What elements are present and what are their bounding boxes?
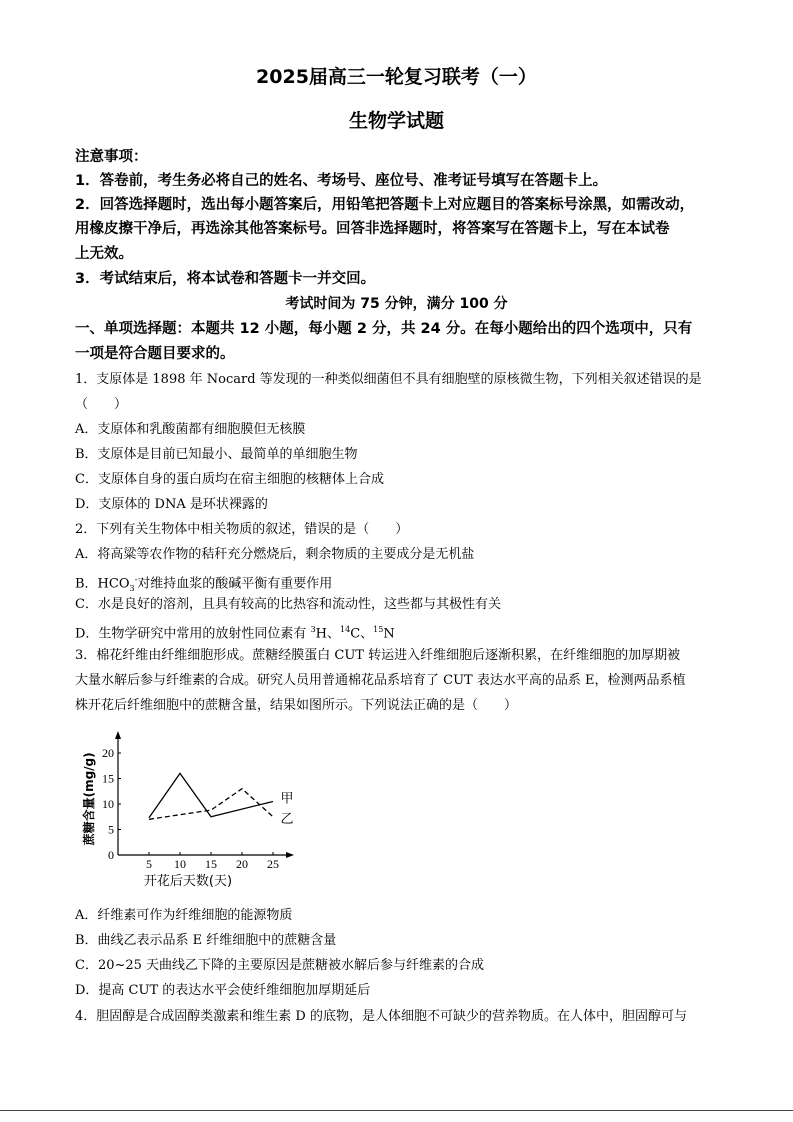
- notice-heading: 注意事项：: [75, 149, 148, 165]
- question-2-option-c: C．水是良好的溶剂，且具有较高的比热容和流动性，这些都与其极性有关: [75, 597, 501, 612]
- y-tick-label: 10: [102, 797, 114, 811]
- y-tick-label: 5: [108, 822, 114, 837]
- question-1-option-c: C．支原体自身的蛋白质均在宿主细胞的核糖体上合成: [75, 472, 384, 487]
- y-axis-label: 蔗糖含量(mg/g): [82, 752, 96, 846]
- question-2-stem: 2．下列有关生物体中相关物质的叙述，错误的是（ ）: [75, 522, 409, 537]
- question-2-option-a: A．将高粱等农作物的秸秆充分燃烧后，剩余物质的主要成分是无机盐: [75, 547, 475, 562]
- notice-item: 2．回答选择题时，选出每小题答案后，用铅笔把答题卡上对应题目的答案标号涂黑，如需改动，: [75, 197, 695, 213]
- notice-item: 1．答卷前，考生务必将自己的姓名、考场号、座位号、准考证号填写在答题卡上。: [75, 173, 608, 189]
- page-bottom-rule: [0, 1110, 793, 1111]
- option-text: B．HCO: [75, 576, 130, 592]
- exam-subject: 生物学试题: [348, 110, 444, 132]
- isotope-mass: 3: [310, 625, 316, 634]
- question-3-stem: 株开花后纤维细胞中的蔗糖含量，结果如图所示。下列说法正确的是（ ）: [75, 698, 518, 713]
- superscript: -: [134, 575, 138, 584]
- question-3-option-b: B．曲线乙表示品系 E 纤维细胞中的蔗糖含量: [75, 933, 337, 948]
- y-tick-label: 20: [102, 746, 114, 760]
- section-heading-cont: 一项是符合题目要求的。: [75, 346, 235, 362]
- x-tick-label: 20: [236, 857, 248, 871]
- question-1-option-d: D．支原体的 DNA 是环状裸露的: [75, 497, 268, 512]
- sucrose-content-chart: [70, 730, 300, 890]
- question-3-option-a: A．纤维素可作为纤维细胞的能源物质: [75, 908, 293, 923]
- x-tick-label: 5: [146, 857, 152, 871]
- isotope-element: C、: [350, 626, 374, 642]
- notice-item: 上无效。: [75, 246, 133, 262]
- exam-title: 2025届高三一轮复习联考（一）: [256, 66, 537, 88]
- option-text: 对维持血浆的酸碱平衡有重要作用: [137, 576, 333, 592]
- x-tick-label: 15: [205, 857, 217, 871]
- question-3-stem: 3．棉花纤维由纤维细胞形成。蔗糖经膜蛋白 CUT 转运进入纤维细胞后逐渐积累，在纤维细胞的加厚期被: [75, 648, 681, 663]
- question-3-option-d: D．提高 CUT 的表达水平会使纤维细胞加厚期延后: [75, 983, 371, 998]
- y-tick-label: 15: [102, 771, 114, 786]
- x-axis-label: 开花后天数(天): [143, 874, 233, 889]
- question-3-stem: 大量水解后参与纤维素的合成。研究人员用普通棉花品系培育了 CUT 表达水平高的品系 E，检测两品系植: [75, 673, 686, 688]
- subscript: 3: [129, 583, 135, 593]
- question-1-option-a: A．支原体和乳酸菌都有细胞膜但无核膜: [75, 422, 306, 437]
- question-1-option-b: B．支原体是目前已知最小、最简单的单细胞生物: [75, 447, 358, 462]
- x-axis-arrow: [286, 852, 294, 858]
- series-line-solid: [149, 773, 273, 817]
- legend-label-jia: 甲: [280, 791, 294, 807]
- legend-label-yi: 乙: [280, 811, 294, 827]
- isotope-mass: 14: [340, 625, 351, 634]
- question-1-blank: （ ）: [75, 397, 128, 412]
- option-text: D．生物学研究中常用的放射性同位素有: [75, 626, 311, 642]
- isotope-element: H、: [315, 626, 340, 642]
- exam-time-info: 考试时间为 75 分钟，满分 100 分: [285, 296, 508, 312]
- question-2-option-b: [75, 571, 332, 598]
- y-axis-arrow: [115, 731, 121, 739]
- x-tick-label: 25: [267, 857, 279, 871]
- question-4-stem: 4．胆固醇是合成固醇类激素和维生素 D 的底物，是人体细胞不可缺少的营养物质。在人体中，胆固醇可与: [75, 1009, 687, 1024]
- isotope-mass: 15: [373, 625, 384, 634]
- notice-item: 用橡皮擦干净后，再选涂其他答案标号。回答非选择题时，将答案写在答题卡上，写在本试卷: [75, 221, 670, 237]
- isotope-element: N: [383, 626, 395, 642]
- question-1-stem: 1．支原体是 1898 年 Nocard 等发现的一种类似细菌但不具有细胞壁的原核微生物，下列相关叙述错误的是: [75, 372, 702, 387]
- y-tick-label: 0: [108, 848, 114, 862]
- x-tick-label: 10: [174, 857, 186, 871]
- series-line-dashed: [149, 789, 273, 820]
- question-3-option-c: C．20~25 天曲线乙下降的主要原因是蔗糖被水解后参与纤维素的合成: [75, 958, 485, 973]
- notice-item: 3．考试结束后，将本试卷和答题卡一并交回。: [75, 271, 376, 287]
- section-heading: 一、单项选择题：本题共 12 小题，每小题 2 分，共 24 分。在每小题给出的四个选项中，只有: [75, 321, 693, 337]
- question-2-option-d: [75, 621, 395, 643]
